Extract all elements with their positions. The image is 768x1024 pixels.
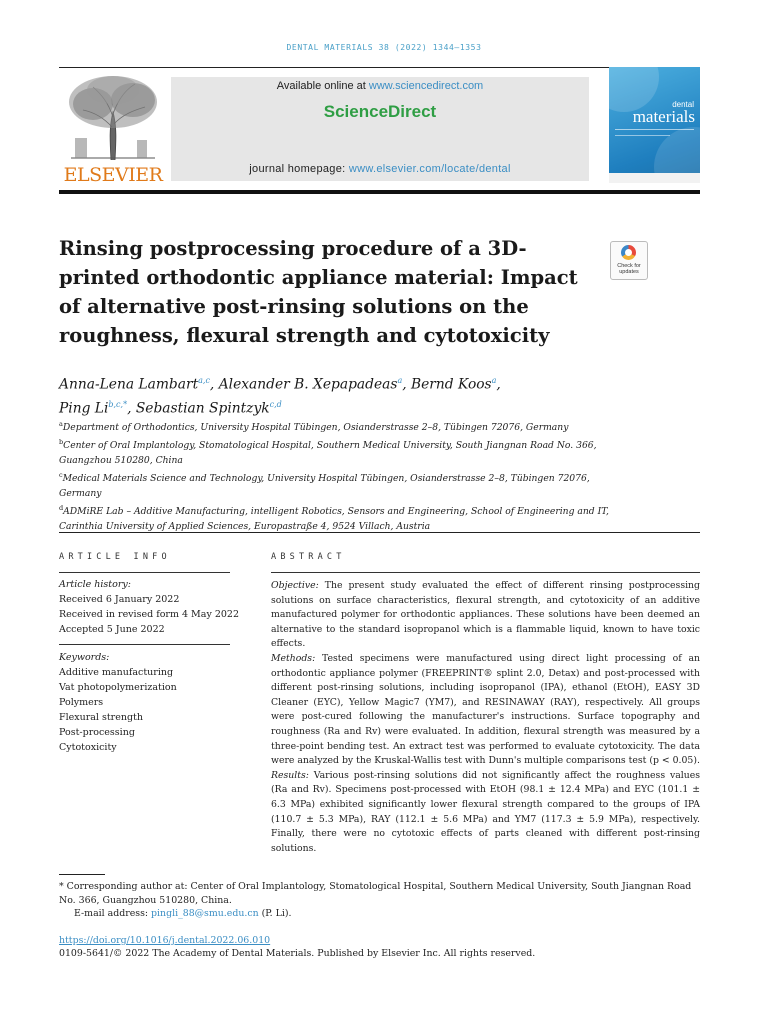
- corresponding-author-note: * Corresponding author at: Center of Oral Implantology, Stomatological Hospital, Southern Medical University, South Jiangnan Road No. 366, Guangzhou 510280, China.: [59, 881, 692, 906]
- author-name[interactable]: Sebastian Spintzyk: [135, 400, 270, 417]
- keywords: [59, 650, 239, 755]
- homepage-prefix: journal homepage:: [249, 163, 349, 175]
- history-label: Article history:: [59, 579, 131, 590]
- affiliation-text: Medical Materials Science and Technology, University Hospital Tübingen, Osianderstrasse 2–8, Tübingen 72076, Germany: [59, 473, 590, 500]
- article-title: Rinsing postprocessing procedure of a 3D-printed orthodontic appliance material: Impact of alternative post-rinsing solutions on the roughness, flexural strength and cytotoxicity: [59, 237, 578, 347]
- publisher-name: ELSEVIER: [63, 164, 163, 186]
- abstract-objective: [271, 579, 700, 652]
- affiliation-text: Department of Orthodontics, University Hospital Tübingen, Osianderstrasse 2–8, Tübingen 72076, Germany: [62, 422, 569, 434]
- objective-label: Objective:: [271, 580, 319, 591]
- journal-cover[interactable]: [609, 67, 700, 183]
- elsevier-logo[interactable]: [59, 72, 167, 184]
- history-item: Accepted 5 June 2022: [59, 624, 165, 635]
- author-separator: ,: [402, 376, 411, 393]
- cover-title: materials: [632, 107, 695, 126]
- author-name[interactable]: Bernd Koos: [411, 376, 492, 393]
- article-history: [59, 577, 239, 637]
- elsevier-tree-icon: [63, 72, 163, 162]
- keyword: Cytotoxicity: [59, 742, 117, 753]
- author-name[interactable]: Ping Li: [59, 400, 109, 417]
- abstract-heading: ABSTRACT: [271, 552, 346, 562]
- affiliation: [59, 501, 619, 534]
- keyword: Polymers: [59, 697, 104, 708]
- author-affil-mark[interactable]: a: [491, 376, 497, 385]
- affiliation: [59, 417, 619, 435]
- journal-homepage-link[interactable]: www.elsevier.com/locate/dental: [348, 163, 511, 175]
- keyword: Post-processing: [59, 727, 135, 738]
- footnote-rule: [59, 874, 105, 875]
- copyright-notice: 0109-5641/© 2022 The Academy of Dental Materials. Published by Elsevier Inc. All rights reserved.: [59, 948, 536, 959]
- history-item: Received 6 January 2022: [59, 594, 180, 605]
- check-updates-icon: [621, 245, 636, 260]
- affiliation-text: Center of Oral Implantology, Stomatological Hospital, Southern Medical University, South Jiangnan Road No. 366, Guangzhou 510280, China: [59, 440, 597, 467]
- journal-reference: DENTAL MATERIALS 38 (2022) 1344–1353: [286, 43, 482, 52]
- available-online: [171, 80, 589, 92]
- article-info-rule: [59, 572, 230, 573]
- author-email-link[interactable]: pingli_88@smu.edu.cn: [151, 908, 259, 919]
- sciencedirect-banner: [171, 77, 589, 181]
- methods-text: Tested specimens were manufactured using direct light processing of an orthodontic appliance polymer (FREEPRINT® splint 2.0, Detax) and post-processed with different post-rinsing solutions, including isopropanol (IPA), ethanol (EtOH), EASY 3D Cleaner (EYC), Yellow Magic7 (YM7), and RESINAWAY (RAY), respectively. All groups were post-cured following the manufacturer's instructions. Surface topography and roughness (Ra and Rv) were evaluated. In addition, flexural strength was measured by a three-point bending test. An extract test was performed to evaluate cytotoxicity. The data were analyzed by the Kruskal-Wallis test with Dunn's multiple comparisons test (p < 0.05).: [271, 652, 700, 767]
- author-name[interactable]: Alexander B. Xepapadeas: [218, 376, 398, 393]
- masthead-rule: [59, 190, 700, 194]
- results-label: Results:: [271, 769, 309, 781]
- results-text: Various post-rinsing solutions did not significantly affect the roughness values (Ra and Rv). Specimens post-processed with EtOH (98.1 ± 12.4 MPa) and EYC (101.1 ± 6.3 MPa) exhibited significantly lower flexural strength compared to the groups of IPA (110.7 ± 5.3 MPa), RAY (112.1 ± 5.6 MPa) and YM7 (117.3 ± 5.9 MPa), respectively. Finally, there were no cytotoxic effects of parts cleaned with different post-rinsing solutions.: [271, 769, 700, 854]
- check-for-updates-badge[interactable]: [610, 241, 648, 280]
- keyword: Vat photopolymerization: [59, 682, 177, 693]
- cover-title-small: dental: [672, 100, 694, 109]
- affiliation-mark: c: [59, 471, 63, 480]
- author-list: [59, 371, 579, 418]
- journal-homepage: [171, 163, 589, 175]
- cover-rule: [615, 129, 694, 130]
- keyword: Flexural strength: [59, 712, 143, 723]
- affiliation: [59, 468, 619, 501]
- sciencedirect-wordmark[interactable]: ScienceDirect: [323, 102, 437, 121]
- cover-rule: [615, 135, 670, 136]
- author-affil-mark[interactable]: a,c: [198, 376, 210, 385]
- affiliation-mark: d: [59, 504, 64, 513]
- email-note: [59, 907, 701, 921]
- author-affil-mark[interactable]: a: [397, 376, 403, 385]
- section-divider: [59, 532, 700, 533]
- header-rule: [59, 67, 700, 68]
- affiliation: [59, 435, 619, 468]
- cover-footer: [609, 173, 700, 183]
- methods-label: Methods:: [271, 652, 316, 664]
- history-item: Received in revised form 4 May 2022: [59, 609, 240, 620]
- affiliation-mark: b: [59, 438, 64, 447]
- article-info-heading: ARTICLE INFO: [59, 552, 171, 562]
- sciencedirect-link[interactable]: www.sciencedirect.com: [368, 80, 484, 92]
- keyword: Additive manufacturing: [59, 667, 174, 678]
- cover-decoration: [609, 67, 659, 112]
- keywords-rule: [59, 644, 230, 645]
- abstract-rule: [271, 572, 700, 573]
- check-updates-label: Check for updates: [617, 263, 641, 275]
- author-affil-mark[interactable]: b,c,*: [108, 399, 128, 409]
- affiliations: [59, 417, 619, 534]
- objective-text: The present study evaluated the effect of different rinsing postprocessing solutions on surface characteristics, flexural strength, and cytotoxicity of an additive manufactured polymer for orthodontic appliances. These solutions have been deemed an alternative to the standard isopropanol which is a flammable liquid, known to have toxic effects.: [271, 580, 700, 650]
- affiliation-mark: a: [59, 420, 63, 428]
- email-prefix: E-mail address:: [74, 908, 152, 919]
- abstract-body: [271, 579, 700, 856]
- available-prefix: Available online at: [276, 80, 369, 92]
- affiliation-text: ADMiRE Lab – Additive Manufacturing, intelligent Robotics, Sensors and Engineering, School of Engineering and IT, Carinthia University of Applied Sciences, Europastraße 4, 9524 Villach, Austria: [59, 506, 609, 533]
- author-name[interactable]: Anna-Lena Lambart: [59, 376, 199, 393]
- doi-link[interactable]: https://doi.org/10.1016/j.dental.2022.06.010: [59, 935, 271, 946]
- footnotes: [59, 880, 701, 921]
- author-separator: ,: [127, 400, 136, 417]
- author-separator: ,: [209, 376, 219, 393]
- author-affil-mark[interactable]: c,d: [269, 399, 282, 409]
- email-suffix: (P. Li).: [258, 908, 292, 919]
- abstract-methods: [271, 652, 700, 769]
- abstract-results: [271, 769, 700, 857]
- author-separator: ,: [496, 376, 501, 393]
- keywords-label: Keywords:: [59, 652, 110, 663]
